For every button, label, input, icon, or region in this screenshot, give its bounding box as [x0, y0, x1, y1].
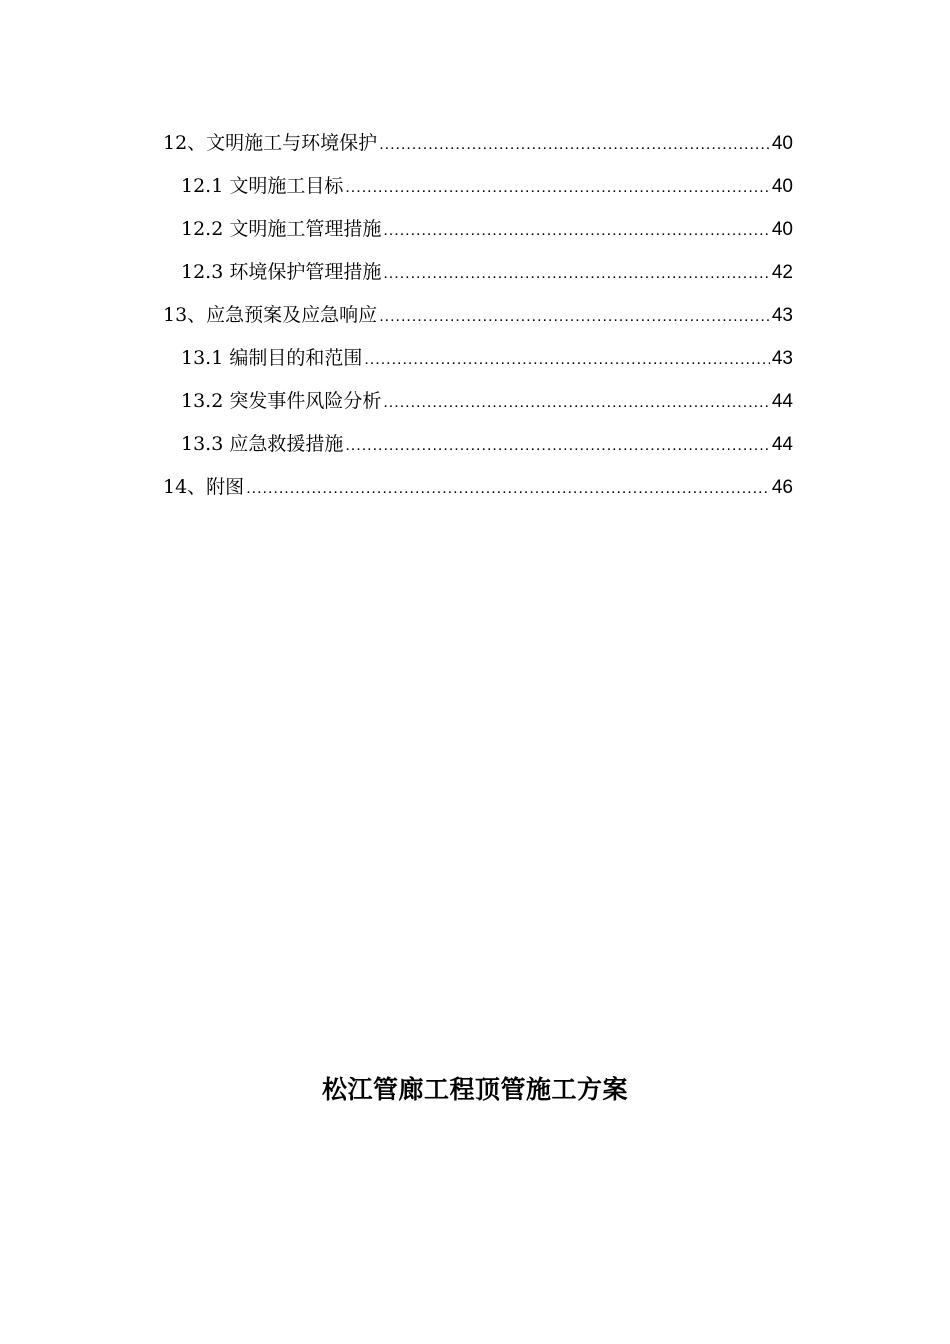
toc-entry[interactable]	[163, 165, 793, 208]
toc-dot-leader	[246, 467, 770, 510]
toc-entry[interactable]	[163, 337, 793, 380]
toc-entry[interactable]	[163, 208, 793, 251]
toc-dot-leader	[383, 381, 770, 424]
toc-page-number: 42	[771, 262, 793, 283]
toc-entry-label: 12.2 文明施工管理措施	[181, 218, 382, 240]
toc-entry[interactable]	[163, 251, 793, 294]
toc-entry[interactable]	[163, 294, 793, 337]
toc-entry-label: 14、附图	[163, 476, 245, 498]
toc-page-number: 46	[771, 477, 793, 498]
toc-dot-leader	[364, 338, 770, 381]
toc-page-number: 43	[771, 348, 793, 369]
toc-page-number: 44	[771, 391, 793, 412]
toc-dot-leader	[383, 252, 770, 295]
toc-dot-leader	[345, 166, 770, 209]
toc-entry[interactable]	[163, 466, 793, 509]
toc-entry[interactable]	[163, 380, 793, 423]
toc-entry-label: 12、文明施工与环境保护	[163, 132, 378, 154]
toc-entry-label: 13.2 突发事件风险分析	[181, 390, 382, 412]
toc-dot-leader	[345, 424, 770, 467]
toc-entry-label: 13.3 应急救援措施	[181, 433, 344, 455]
toc-dot-leader	[383, 209, 770, 252]
toc-page-number: 40	[771, 133, 793, 154]
toc-dot-leader	[379, 295, 770, 338]
table-of-contents	[163, 122, 793, 509]
toc-entry-label: 12.3 环境保护管理措施	[181, 261, 382, 283]
toc-page-number: 40	[771, 219, 793, 240]
toc-entry[interactable]	[163, 423, 793, 466]
toc-entry-label: 13、应急预案及应急响应	[163, 304, 378, 326]
toc-entry-label: 13.1 编制目的和范围	[181, 347, 363, 369]
toc-page-number: 44	[771, 434, 793, 455]
toc-entry-label: 12.1 文明施工目标	[181, 175, 344, 197]
toc-entry[interactable]	[163, 122, 793, 165]
toc-page-number: 40	[771, 176, 793, 197]
document-title: 松江管廊工程顶管施工方案	[321, 1075, 628, 1104]
toc-page-number: 43	[771, 305, 793, 326]
toc-dot-leader	[379, 123, 770, 166]
